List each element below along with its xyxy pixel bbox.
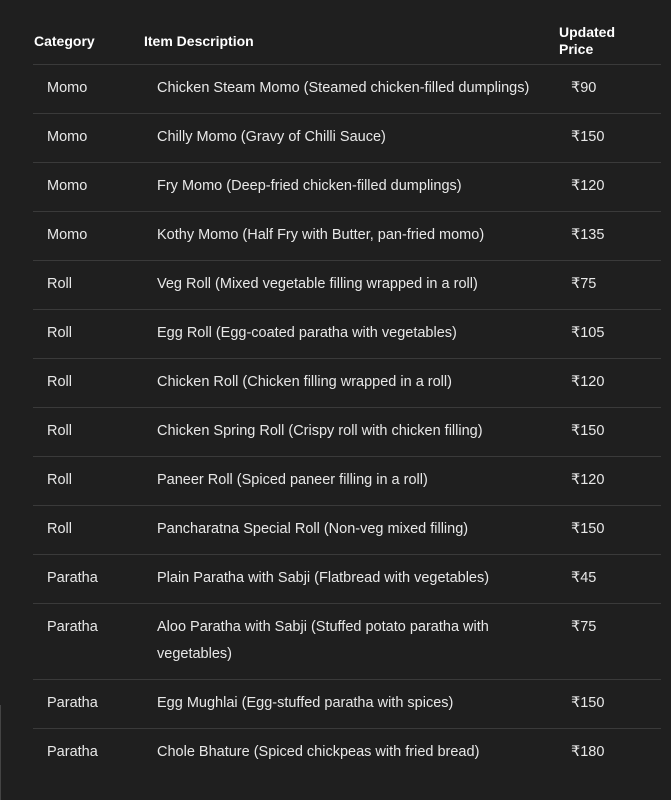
description-cell-text: Chole Bhature (Spiced chickpeas with fried bread) (157, 744, 480, 760)
price-cell (556, 163, 661, 212)
description-cell-text: Veg Roll (Mixed vegetable filling wrapped in a roll) (157, 276, 478, 292)
table-row (33, 506, 661, 555)
price-cell (556, 212, 661, 261)
table-row (33, 65, 661, 114)
left-edge-divider (0, 705, 1, 800)
description-cell (144, 261, 556, 310)
price-cell (556, 506, 661, 555)
category-cell (33, 506, 144, 555)
category-cell (33, 555, 144, 604)
price-cell-text: ₹105 (571, 325, 605, 341)
category-cell-text: Paratha (47, 744, 98, 760)
price-cell-text: ₹150 (571, 129, 605, 145)
category-cell (33, 261, 144, 310)
price-cell-text: ₹150 (571, 695, 605, 711)
description-cell-text: Aloo Paratha with Sabji (Stuffed potato paratha with vegetables) (157, 619, 489, 662)
description-cell (144, 408, 556, 457)
price-cell-text: ₹150 (571, 521, 605, 537)
description-cell (144, 604, 556, 680)
description-cell (144, 310, 556, 359)
price-cell-text: ₹90 (571, 80, 597, 96)
category-cell-text: Momo (47, 129, 88, 145)
description-cell-text: Kothy Momo (Half Fry with Butter, pan-fried momo) (157, 227, 485, 243)
header-description: Item Description (144, 32, 254, 49)
table-row (33, 163, 661, 212)
description-cell (144, 114, 556, 163)
header-price (556, 18, 661, 65)
description-cell (144, 212, 556, 261)
description-cell (144, 65, 556, 114)
table-row (33, 359, 661, 408)
price-cell (556, 457, 661, 506)
price-cell (556, 359, 661, 408)
category-cell (33, 680, 144, 729)
category-cell-text: Roll (47, 325, 72, 341)
price-cell (556, 310, 661, 359)
price-cell-text: ₹75 (571, 619, 597, 635)
category-cell (33, 729, 144, 778)
price-cell-text: ₹180 (571, 744, 605, 760)
menu-price-table (33, 18, 661, 777)
description-cell (144, 729, 556, 778)
description-cell (144, 359, 556, 408)
price-cell-text: ₹120 (571, 472, 605, 488)
description-cell (144, 163, 556, 212)
description-cell-text: Egg Roll (Egg-coated paratha with vegetables) (157, 325, 457, 341)
category-cell-text: Roll (47, 374, 72, 390)
category-cell-text: Momo (47, 178, 88, 194)
category-cell (33, 163, 144, 212)
table-row (33, 604, 661, 680)
price-cell (556, 114, 661, 163)
description-cell-text: Egg Mughlai (Egg-stuffed paratha with spices) (157, 695, 454, 711)
price-cell (556, 65, 661, 114)
table-header (33, 18, 661, 65)
header-price-line1: Updated (559, 24, 615, 40)
category-cell-text: Paratha (47, 570, 98, 586)
price-cell (556, 680, 661, 729)
description-cell (144, 680, 556, 729)
category-cell (33, 212, 144, 261)
description-cell-text: Chicken Roll (Chicken filling wrapped in a roll) (157, 374, 452, 390)
category-cell-text: Roll (47, 276, 72, 292)
header-price-line2: Price (559, 41, 594, 57)
category-cell-text: Momo (47, 227, 88, 243)
category-cell (33, 408, 144, 457)
description-cell-text: Chicken Spring Roll (Crispy roll with chicken filling) (157, 423, 483, 439)
price-cell-text: ₹150 (571, 423, 605, 439)
description-cell-text: Chicken Steam Momo (Steamed chicken-filled dumplings) (157, 80, 530, 96)
category-cell-text: Paratha (47, 695, 98, 711)
table-body (33, 65, 661, 778)
category-cell (33, 65, 144, 114)
table-row (33, 408, 661, 457)
category-cell-text: Roll (47, 423, 72, 439)
price-cell-text: ₹120 (571, 178, 605, 194)
category-cell (33, 310, 144, 359)
table-row (33, 729, 661, 778)
category-cell (33, 114, 144, 163)
table-row (33, 212, 661, 261)
price-cell-text: ₹75 (571, 276, 597, 292)
table-row (33, 310, 661, 359)
description-cell (144, 555, 556, 604)
description-cell-text: Chilly Momo (Gravy of Chilli Sauce) (157, 129, 386, 145)
description-cell-text: Pancharatna Special Roll (Non-veg mixed filling) (157, 521, 469, 537)
category-cell-text: Paratha (47, 619, 98, 635)
price-cell (556, 261, 661, 310)
category-cell (33, 359, 144, 408)
table-row (33, 555, 661, 604)
price-cell (556, 729, 661, 778)
table-row (33, 680, 661, 729)
price-cell-text: ₹120 (571, 374, 605, 390)
description-cell-text: Plain Paratha with Sabji (Flatbread with vegetables) (157, 570, 490, 586)
category-cell-text: Roll (47, 521, 72, 537)
header-row (33, 18, 661, 65)
table-row (33, 261, 661, 310)
category-cell-text: Momo (47, 80, 88, 96)
table-row (33, 457, 661, 506)
price-cell (556, 555, 661, 604)
price-cell-text: ₹135 (571, 227, 605, 243)
category-cell (33, 457, 144, 506)
description-cell-text: Paneer Roll (Spiced paneer filling in a roll) (157, 472, 428, 488)
table-row (33, 114, 661, 163)
description-cell (144, 457, 556, 506)
header-category: Category (34, 32, 95, 49)
category-cell (33, 604, 144, 680)
price-cell-text: ₹45 (571, 570, 597, 586)
description-cell-text: Fry Momo (Deep-fried chicken-filled dumplings) (157, 178, 462, 194)
price-cell (556, 604, 661, 680)
category-cell-text: Roll (47, 472, 72, 488)
description-cell (144, 506, 556, 555)
price-cell (556, 408, 661, 457)
